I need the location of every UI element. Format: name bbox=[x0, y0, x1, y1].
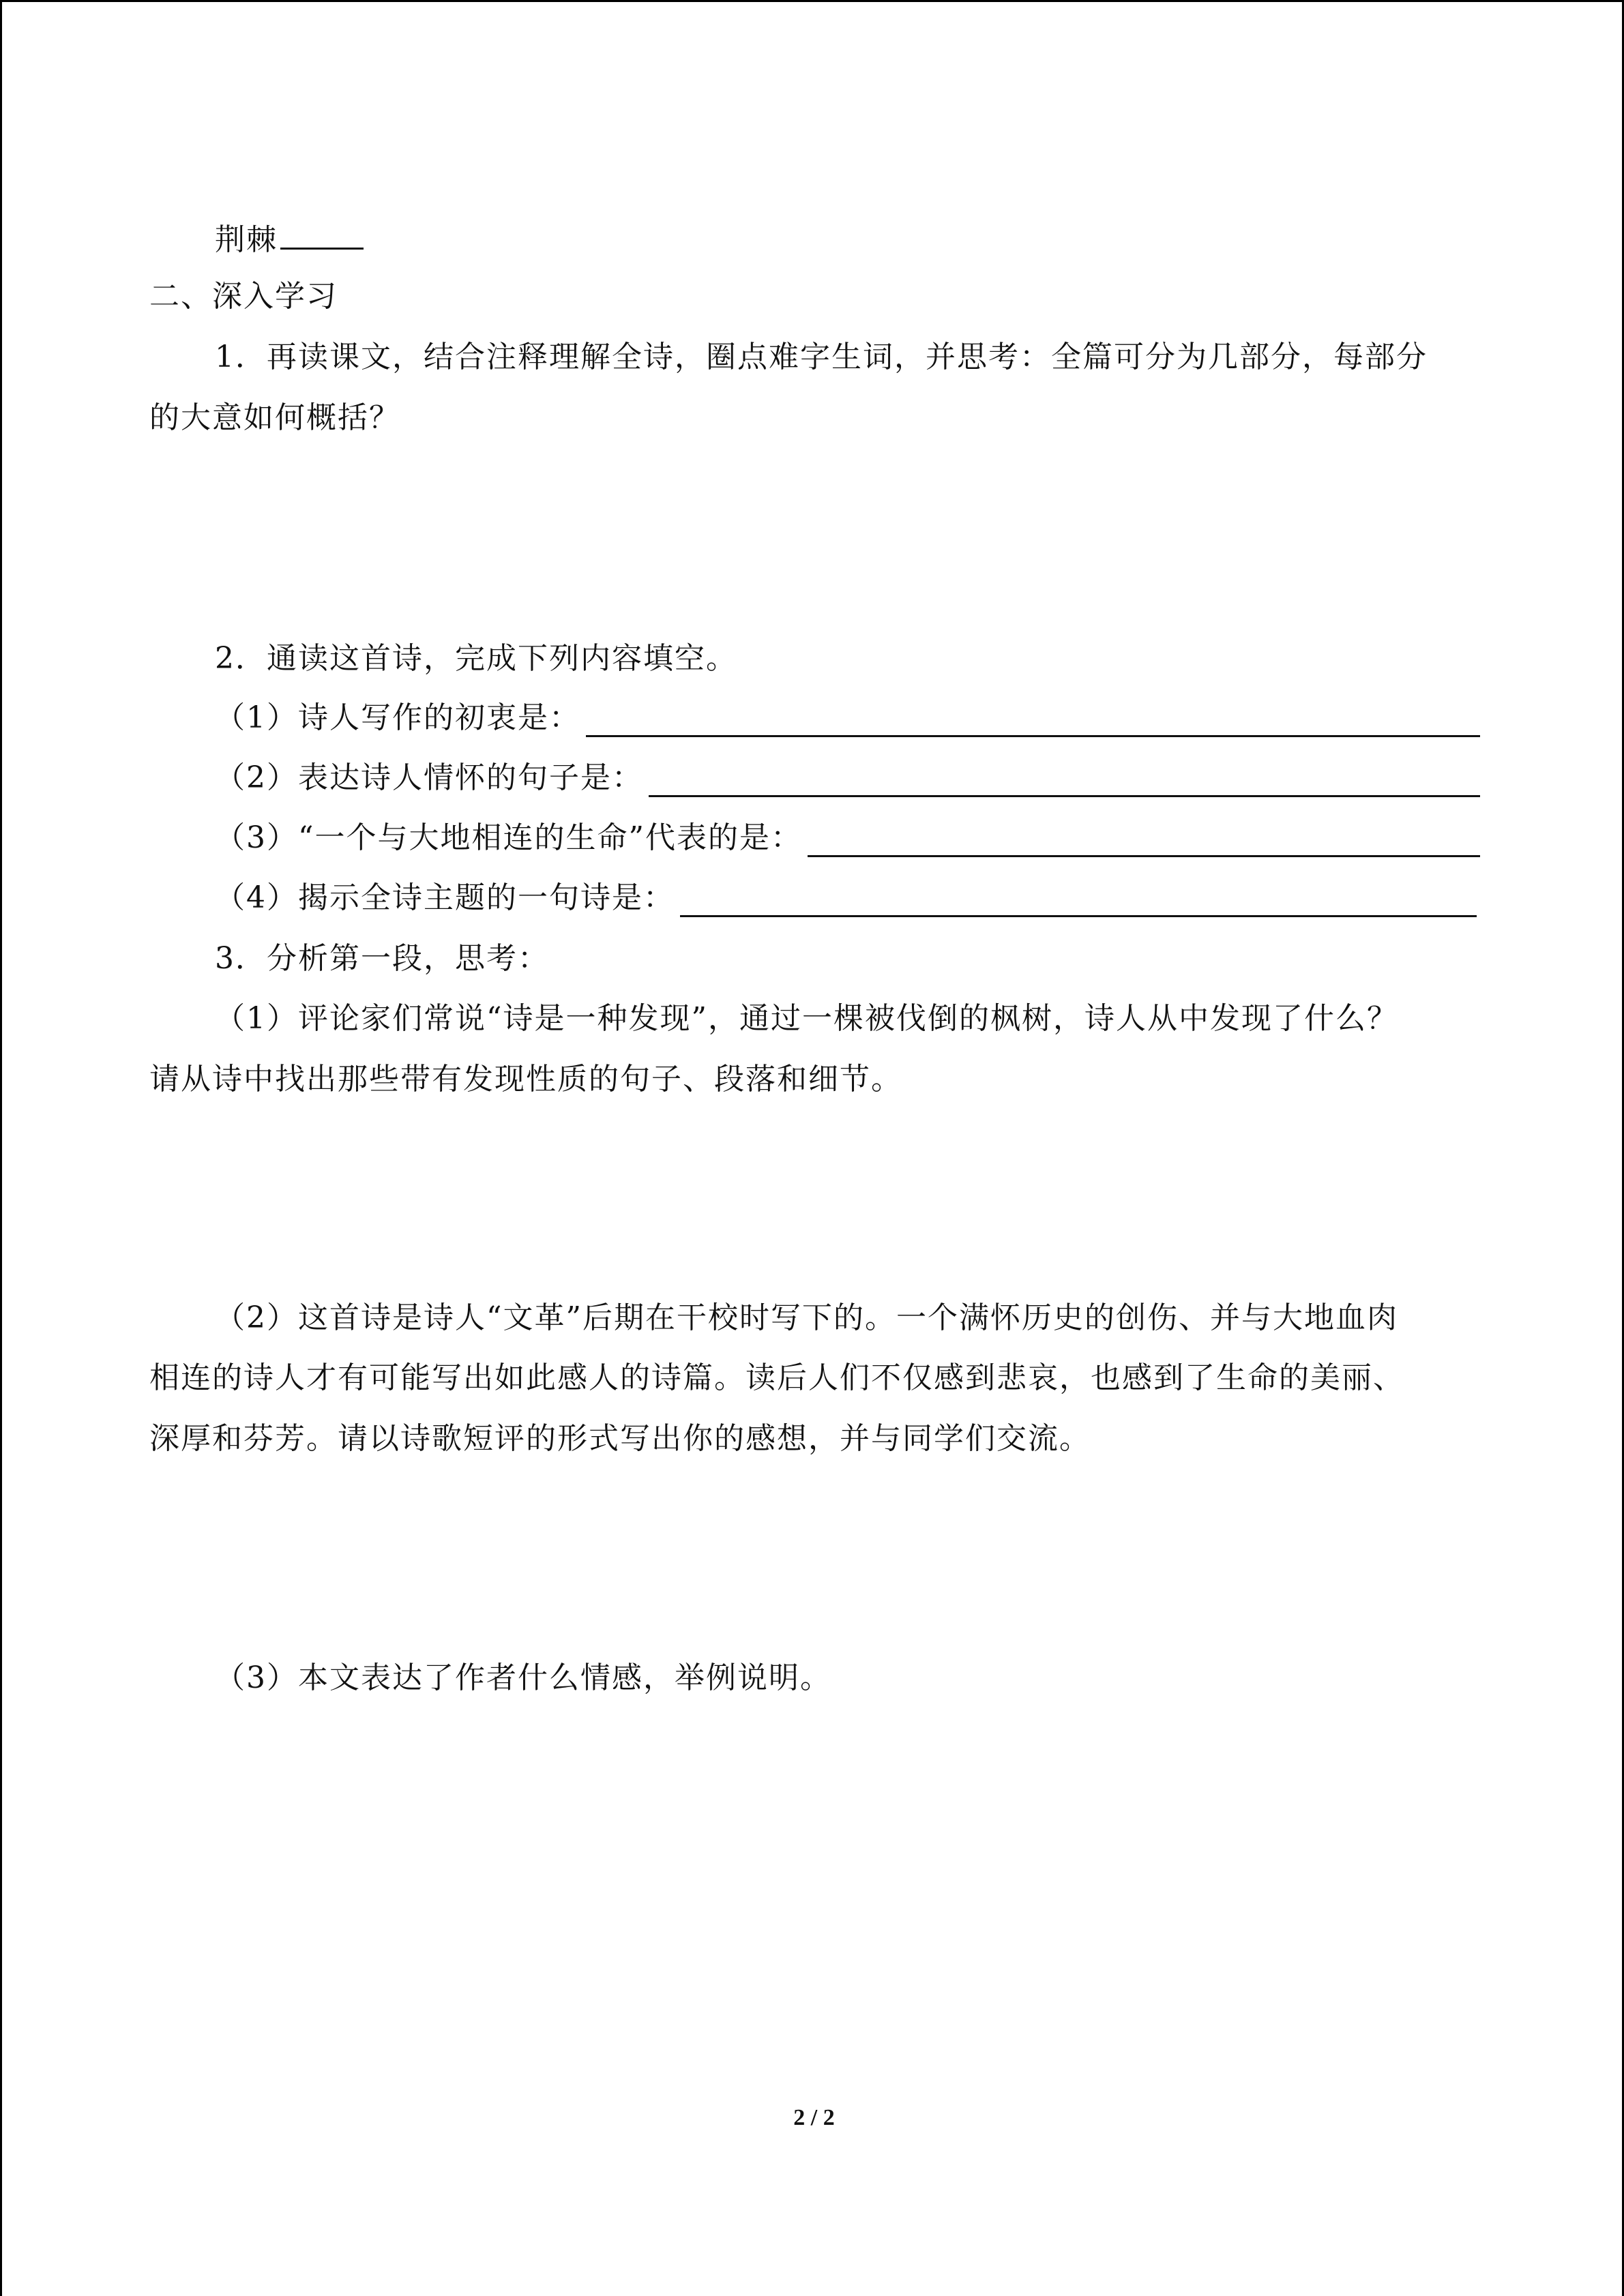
fill-row-1 bbox=[215, 699, 1480, 737]
fill-label-2: （2）表达诗人情怀的句子是： bbox=[215, 760, 643, 795]
question-3-3: （3）本文表达了作者什么情感，举例说明。 bbox=[215, 1660, 831, 1695]
fill-blank-3[interactable] bbox=[808, 824, 1480, 857]
fill-label-4: （4）揭示全诗主题的一句诗是： bbox=[215, 880, 675, 915]
question-3-1-line-2: 请从诗中找出那些带有发现性质的句子、段落和细节。 bbox=[149, 1062, 902, 1097]
fill-label-1: （1）诗人写作的初衷是： bbox=[215, 700, 580, 735]
fill-blank-1[interactable] bbox=[586, 704, 1480, 737]
vocab-item bbox=[215, 218, 364, 259]
question-1-line-1: 1．再读课文，结合注释理解全诗，圈点难字生词，并思考：全篇可分为几部分，每部分 bbox=[215, 340, 1428, 374]
fill-blank-2[interactable] bbox=[649, 764, 1480, 797]
question-2-intro: 2．通读这首诗，完成下列内容填空。 bbox=[215, 641, 737, 676]
question-1-line-2: 的大意如何概括？ bbox=[149, 400, 400, 435]
fill-blank-4[interactable] bbox=[680, 884, 1477, 917]
vocab-answer-blank[interactable] bbox=[280, 218, 364, 250]
question-3-2-line-2: 相连的诗人才有可能写出如此感人的诗篇。读后人们不仅感到悲哀，也感到了生命的美丽、 bbox=[149, 1360, 1404, 1395]
question-3-2-line-3: 深厚和芬芳。请以诗歌短评的形式写出你的感想，并与同学们交流。 bbox=[149, 1421, 1091, 1456]
fill-row-4 bbox=[215, 879, 1477, 917]
section-heading: 二、深入学习 bbox=[149, 279, 338, 314]
question-3-intro: 3．分析第一段，思考： bbox=[215, 941, 549, 976]
fill-row-3 bbox=[215, 819, 1480, 857]
fill-label-3: （3）“一个与大地相连的生命”代表的是： bbox=[215, 820, 802, 855]
question-3-1-line-1: （1）评论家们常说“诗是一种发现”，通过一棵被伐倒的枫树，诗人从中发现了什么？ bbox=[215, 1001, 1398, 1036]
vocab-word: 荆棘 bbox=[215, 222, 278, 257]
fill-row-2 bbox=[215, 759, 1480, 797]
page-number: 2 / 2 bbox=[793, 2105, 835, 2130]
question-3-2-line-1: （2）这首诗是诗人“文革”后期在干校时写下的。一个满怀历史的创伤、并与大地血肉 bbox=[215, 1300, 1398, 1335]
